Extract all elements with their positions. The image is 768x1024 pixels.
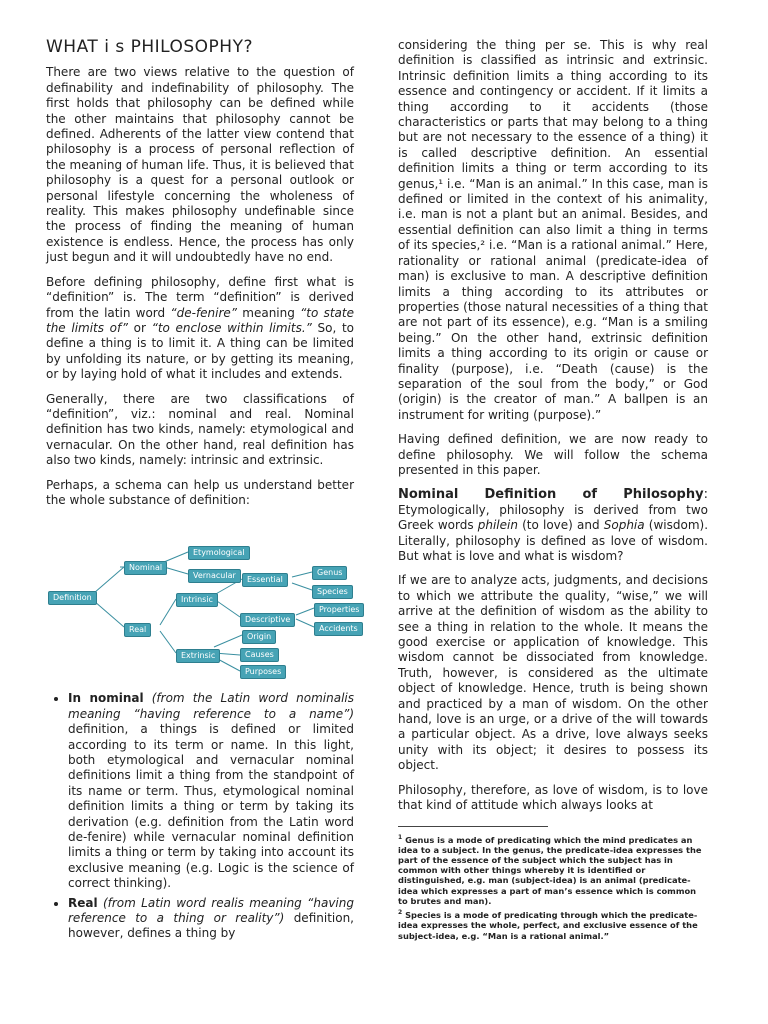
node-definition: Definition <box>48 591 97 605</box>
node-properties: Properties <box>314 603 364 617</box>
wisdom-paragraph: If we are to analyze acts, judgments, and decisions to which we attribute the quality, “wise,” we will arrive at the definition of wisdom as the ability to see a thing in relation to the whole. It means the good exercise or application of knowledge. This wisdom cannot be dissociated from knowledge. Truth, however, is considered as the ultimate object of knowledge. Hence, truth is being shown and practiced by a man of wisdom. On the other hand, love is an urge, or a drive of the will towards a particular object. As a drive, love always seeks unity with its object; it desires to possess its object. <box>398 573 708 773</box>
meaning-1: “to state the limits of” <box>46 305 354 335</box>
node-real: Real <box>124 623 151 637</box>
schema-intro-paragraph: Perhaps, a schema can help us understand better the whole substance of definition: <box>46 477 354 507</box>
node-essential: Essential <box>242 573 288 587</box>
node-descriptive: Descriptive <box>240 613 295 627</box>
node-accidents: Accidents <box>314 622 363 636</box>
node-species: Species <box>312 585 353 599</box>
definition-schema-diagram <box>44 517 374 677</box>
bullet-nominal: • In nominal (from the Latin word nominalis meaning “having reference to a name”) definition, a things is defined or limited according to its term or name. In this light, both etymological and vernacular nominal definitions limit a thing from the standpoint of its name or term. Thus, etymological nominal definition limits a thing or term by taking its derivation (e.g. definition from the Latin word de-fenire) while vernacular nominal definition limits a thing or term by taking into account its exclusive meaning (e.g. Logic is the science of correct thinking). <box>68 691 354 891</box>
node-causes: Causes <box>240 648 279 662</box>
page-title: WHAT i s PHILOSOPHY? <box>46 37 253 57</box>
bullet-real: • Real (from Latin word realis meaning “having reference to a thing or reality”) definition, however, defines a thing by <box>68 896 354 942</box>
node-etymological: Etymological <box>188 546 250 560</box>
etymology-paragraph: Etymologically, philosophy is derived from two Greek words philein (to love) and Sophia (wisdom). Literally, philosophy is defined as love of wisdom. But what is love and what is wisdom? <box>398 502 709 563</box>
right-column <box>398 38 708 943</box>
definition-paragraph: Before defining philosophy, define first what is “definition” is. The term “definition” is derived from the latin word “de-fenire” meaning “to state the limits of” or “to enclose within limits.” So, to define a thing is to limit it. A thing can be limited by unfolding its nature, or by getting its meaning, or by laying hold of what it includes and extends. <box>46 274 355 382</box>
intro-paragraph: There are two views relative to the question of definability and indefinability of philosophy. The first holds that philosophy can be defined while the other maintains that philosophy cannot be defined. Adherents of the latter view contend that philosophy is a process of personal reflection of the meaning of human life. Thus, it is believed that philosophy is a quest for a personal outlook or personal lifestyle concerning the wholeness of reality. This makes philosophy undefinable since the process of finding the meaning of human existence is endless. Hence, the process has only just begun and it will undoubtedly have no end. <box>46 65 354 265</box>
node-extrinsic: Extrinsic <box>176 649 220 663</box>
definition-bullets <box>46 691 354 942</box>
section-heading-nominal-definition: Nominal Definition of Philosophy: <box>398 487 708 503</box>
footnote-1: $^1$ Genus is a mode of predicating which the mind predicates an idea to a subject. In the genus, the predicate-idea expresses the part of the essence of the subject which the subject has in common with other things whereby it is identified or distinguished, e.g. man (subject-idea) is an animal (predicate-idea which expresses a part of man’s essence which is common to brutes and man). <box>398 833 702 907</box>
footnotes <box>398 826 702 942</box>
node-vernacular: Vernacular <box>188 569 241 583</box>
real-definition-paragraph: considering the thing per se. This is why real definition is classified as intrinsic and extrinsic. Intrinsic definition limits a thing according to its essence and contingency or accident. If it limits a thing according to it accidents (those characteristics or parts that may belong to a thing but are not necessary to the essence of a thing) it is called descriptive definition. An essential definition limits a thing or term according to its genus,¹ i.e. “Man is an animal.” In this case, man is defined or limited in the context of his animality, i.e. man is not a plant but an animal. Besides, and essential definition can also limit a thing in terms of its species,² i.e. “Man is a rational animal.” Here, rationality or rational animal (predicate-idea of man) is exclusive to man. A descriptive definition limits a thing according to its attributes or properties (those natural necessities of a thing that are not part of its essence), e.g. “Man is a smiling being.” On the other hand, extrinsic definition limits a thing according to its origin or cause or finality (purpose), i.e. “Death (cause) is the separation of the soul from the body,” or God (origin) is the creator of man.” A ballpen is an instrument for writing (purpose).” <box>398 38 708 422</box>
node-purposes: Purposes <box>240 665 286 679</box>
node-nominal: Nominal <box>124 561 167 575</box>
latin-term: “de-fenire” <box>170 305 238 320</box>
left-column <box>46 0 360 946</box>
node-intrinsic: Intrinsic <box>176 593 218 607</box>
node-origin: Origin <box>242 630 276 644</box>
footnote-2: $^2$ Species is a mode of predicating through which the predicate-idea expresses the whole, perfect, and exclusive essence of the subject-idea, e.g. “Man is a rational animal.” <box>398 909 698 941</box>
meaning-2: “to enclose within limits.” <box>151 320 312 335</box>
transition-paragraph: Having defined definition, we are now ready to define philosophy. We will follow the schema presented in this paper. <box>398 432 708 477</box>
classification-paragraph: Generally, there are two classifications of “definition”, viz.: nominal and real. Nominal definition has two kinds, namely: etymological and vernacular. On the other hand, real definition has also two kinds, namely: intrinsic and extrinsic. <box>46 391 354 468</box>
node-genus: Genus <box>312 566 347 580</box>
conclusion-paragraph: Philosophy, therefore, as love of wisdom, is to love that kind of attitude which always looks at <box>398 782 708 813</box>
